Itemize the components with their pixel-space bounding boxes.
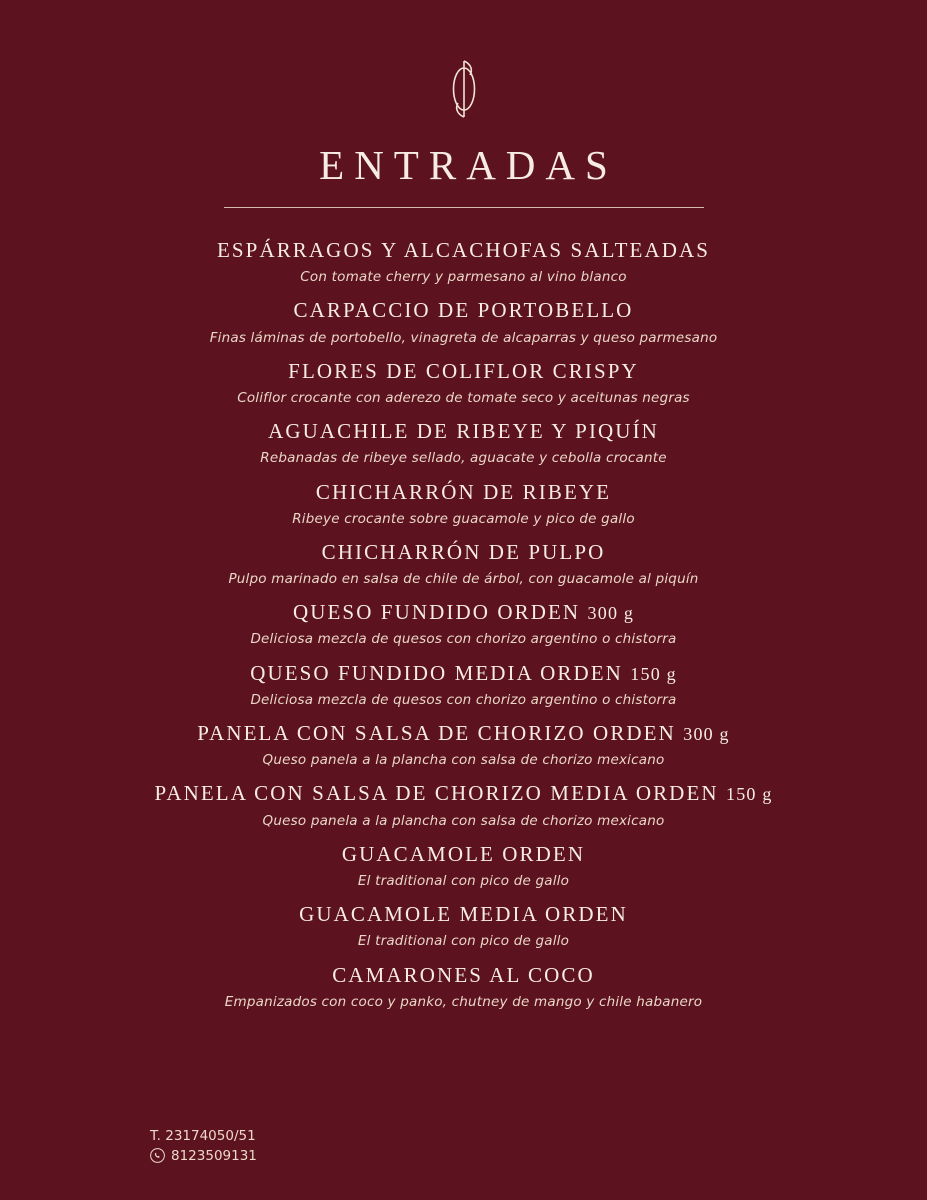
menu-items-list: [0, 238, 927, 1010]
menu-item: [0, 298, 927, 345]
menu-item: [0, 842, 927, 889]
menu-item: [0, 902, 927, 949]
menu-item-name: PANELA CON SALSA DE CHORIZO ORDEN 300 g: [197, 721, 730, 745]
menu-item: [0, 963, 927, 1010]
menu-item-qty: 150 g: [726, 784, 773, 805]
menu-item-name: GUACAMOLE ORDEN: [341, 841, 586, 866]
menu-item-desc: Ribeye crocante sobre guacamole y pico de gallo: [292, 510, 635, 527]
menu-item-desc: Empanizados con coco y panko, chutney de mango y chile habanero: [224, 993, 703, 1010]
menu-item: [0, 781, 927, 828]
menu-item: [0, 238, 927, 285]
monogram-logo-icon: [441, 58, 487, 120]
menu-item-desc: Rebanadas de ribeye sellado, aguacate y cebolla crocante: [260, 450, 667, 467]
menu-item: [0, 480, 927, 527]
menu-item-desc: Deliciosa mezcla de quesos con chorizo argentino o chistorra: [250, 691, 677, 708]
phone-number: T. 23174050/51: [150, 1127, 256, 1144]
whatsapp-line[interactable]: [150, 1146, 257, 1166]
menu-item-name: CAMARONES AL COCO: [332, 962, 595, 987]
menu-item-desc: Queso panela a la plancha con salsa de chorizo mexicano: [262, 812, 665, 829]
menu-item-desc: Finas láminas de portobello, vinagreta de alcaparras y queso parmesano: [209, 329, 718, 346]
menu-item-qty: 300 g: [587, 603, 635, 624]
page-title: ENTRADAS: [319, 142, 618, 188]
whatsapp-icon: [150, 1148, 165, 1163]
menu-item-name: FLORES DE COLIFLOR CRISPY: [288, 358, 639, 383]
footer-contact: [150, 1126, 257, 1167]
menu-item-qty: 150 g: [630, 663, 677, 684]
menu-item: [0, 419, 927, 466]
menu-item-desc: El traditional con pico de gallo: [357, 872, 570, 889]
menu-item-name: PANELA CON SALSA DE CHORIZO MEDIA ORDEN 150 g: [154, 781, 773, 806]
menu-item-desc: Deliciosa mezcla de quesos con chorizo argentino o chistorra: [250, 631, 677, 648]
menu-item-name: QUESO FUNDIDO MEDIA ORDEN 150 g: [250, 660, 677, 685]
menu-item: [0, 600, 927, 647]
menu-item-name: ESPÁRRAGOS Y ALCACHOFAS SALTEADAS: [216, 238, 711, 262]
menu-item: [0, 721, 927, 768]
menu-item-name: AGUACHILE DE RIBEYE Y PIQUÍN: [268, 419, 659, 444]
menu-item-desc: Pulpo marinado en salsa de chile de árbol, con guacamole al piquín: [228, 571, 699, 588]
menu-item: [0, 359, 927, 406]
whatsapp-number: 8123509131: [171, 1147, 257, 1164]
menu-item-desc: El traditional con pico de gallo: [357, 933, 570, 950]
menu-item: [0, 661, 927, 708]
menu-item-name: CHICHARRÓN DE PULPO: [321, 539, 606, 564]
menu-item-name: GUACAMOLE MEDIA ORDEN: [299, 902, 628, 927]
title-divider: [224, 207, 704, 208]
phone-line: [150, 1126, 257, 1146]
menu-item-desc: Coliflor crocante con aderezo de tomate seco y aceitunas negras: [237, 389, 690, 406]
menu-item-qty: 300 g: [683, 724, 730, 744]
menu-item: [0, 540, 927, 587]
menu-item-desc: Queso panela a la plancha con salsa de chorizo mexicano: [262, 752, 665, 769]
logo-container: [0, 0, 927, 125]
menu-item-desc: Con tomate cherry y parmesano al vino blanco: [300, 269, 627, 286]
menu-item-name: QUESO FUNDIDO ORDEN 300 g: [292, 600, 635, 625]
menu-item-name: CHICHARRÓN DE RIBEYE: [315, 479, 612, 504]
menu-item-name: CARPACCIO DE PORTOBELLO: [293, 298, 634, 323]
